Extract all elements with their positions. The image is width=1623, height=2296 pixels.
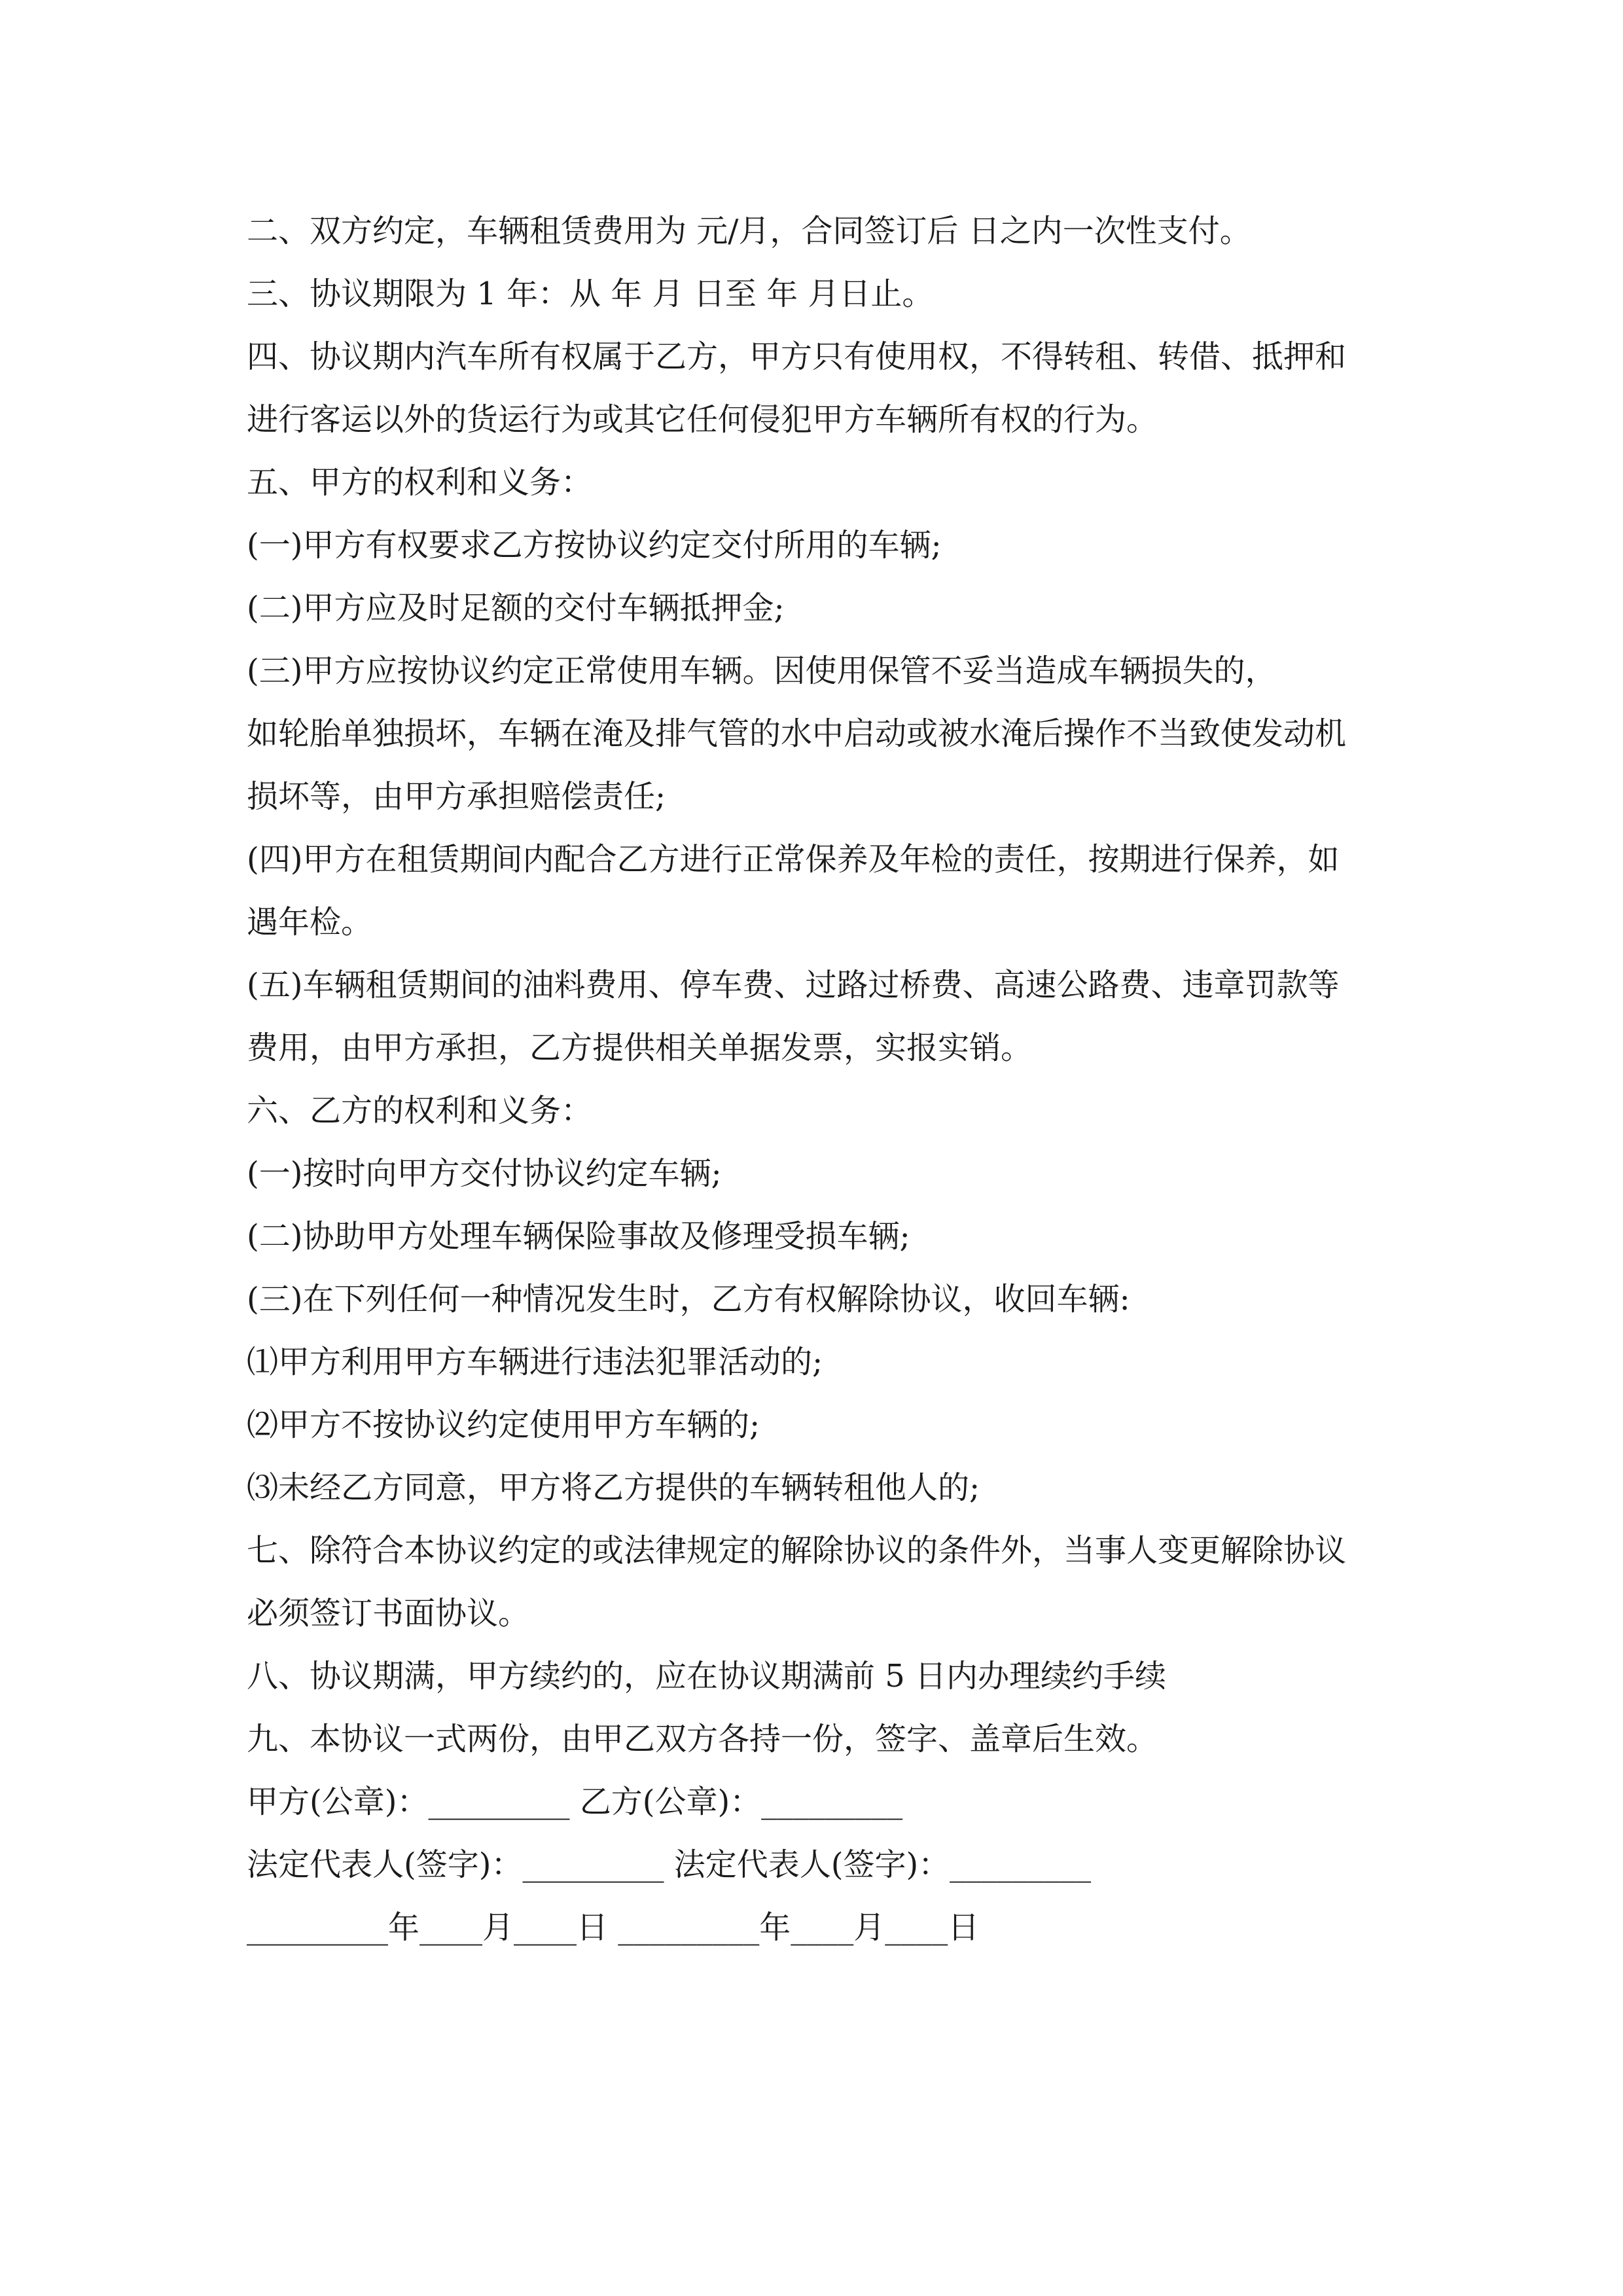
clause-5-item-4-line-2: 遇年检。	[247, 904, 373, 941]
signature-seal-line: 甲方(公章)：_________ 乙方(公章)：_________	[247, 1784, 903, 1820]
clause-5-item-2: (二)甲方应及时足额的交付车辆抵押金;	[247, 590, 785, 626]
clause-6-subitem-3: ⑶未经乙方同意，甲方将乙方提供的车辆转租他人的;	[247, 1469, 980, 1506]
clause-5-item-5-line-1: (五)车辆租赁期间的油料费用、停车费、过路过桥费、高速公路费、违章罚款等	[247, 967, 1340, 1003]
clause-4-line-2: 进行客运以外的货运行为或其它任何侵犯甲方车辆所有权的行为。	[247, 401, 1158, 438]
signature-rep-line: 法定代表人(签字)：_________ 法定代表人(签字)：_________	[247, 1846, 1092, 1883]
clause-3-line: 三、协议期限为 1 年：从 年 月 日至 年 月日止。	[247, 276, 934, 312]
clause-6-subitem-2: ⑵甲方不按协议约定使用甲方车辆的;	[247, 1407, 760, 1443]
clause-6-item-2: (二)协助甲方处理车辆保险事故及修理受损车辆;	[247, 1218, 910, 1255]
clause-9-line: 九、本协议一式两份，由甲乙双方各持一份，签字、盖章后生效。	[247, 1721, 1158, 1757]
signature-date-line: _________年____月____日 _________年____月____日	[247, 1909, 980, 1946]
clause-2-line: 二、双方约定，车辆租赁费用为 元/月，合同签订后 日之内一次性支付。	[247, 213, 1251, 249]
clause-6-subitem-1: ⑴甲方利用甲方车辆进行违法犯罪活动的;	[247, 1344, 823, 1380]
clause-8-line: 八、协议期满，甲方续约的，应在协议期满前 5 日内办理续约手续	[247, 1658, 1167, 1695]
clause-5-item-3-line-1: (三)甲方应按协议约定正常使用车辆。因使用保管不妥当造成车辆损失的，	[247, 653, 1277, 689]
clause-6-heading: 六、乙方的权利和义务：	[247, 1092, 593, 1129]
clause-5-item-3-line-2: 如轮胎单独损坏，车辆在淹及排气管的水中启动或被水淹后操作不当致使发动机	[247, 715, 1347, 752]
clause-5-item-4-line-1: (四)甲方在租赁期间内配合乙方进行正常保养及年检的责任，按期进行保养，如	[247, 841, 1340, 878]
clause-6-item-1: (一)按时向甲方交付协议约定车辆;	[247, 1155, 722, 1192]
clause-6-item-3: (三)在下列任何一种情况发生时，乙方有权解除协议，收回车辆:	[247, 1281, 1130, 1318]
clause-5-item-3-line-3: 损坏等，由甲方承担赔偿责任;	[247, 778, 666, 815]
clause-5-heading: 五、甲方的权利和义务：	[247, 464, 593, 501]
clause-7-line-2: 必须签订书面协议。	[247, 1595, 530, 1632]
clause-7-line-1: 七、除符合本协议约定的或法律规定的解除协议的条件外，当事人变更解除协议	[247, 1532, 1347, 1569]
clause-4-line-1: 四、协议期内汽车所有权属于乙方，甲方只有使用权，不得转租、转借、抵押和	[247, 338, 1347, 375]
clause-5-item-1: (一)甲方有权要求乙方按协议约定交付所用的车辆;	[247, 527, 942, 564]
clause-5-item-5-line-2: 费用，由甲方承担，乙方提供相关单据发票，实报实销。	[247, 1030, 1033, 1066]
